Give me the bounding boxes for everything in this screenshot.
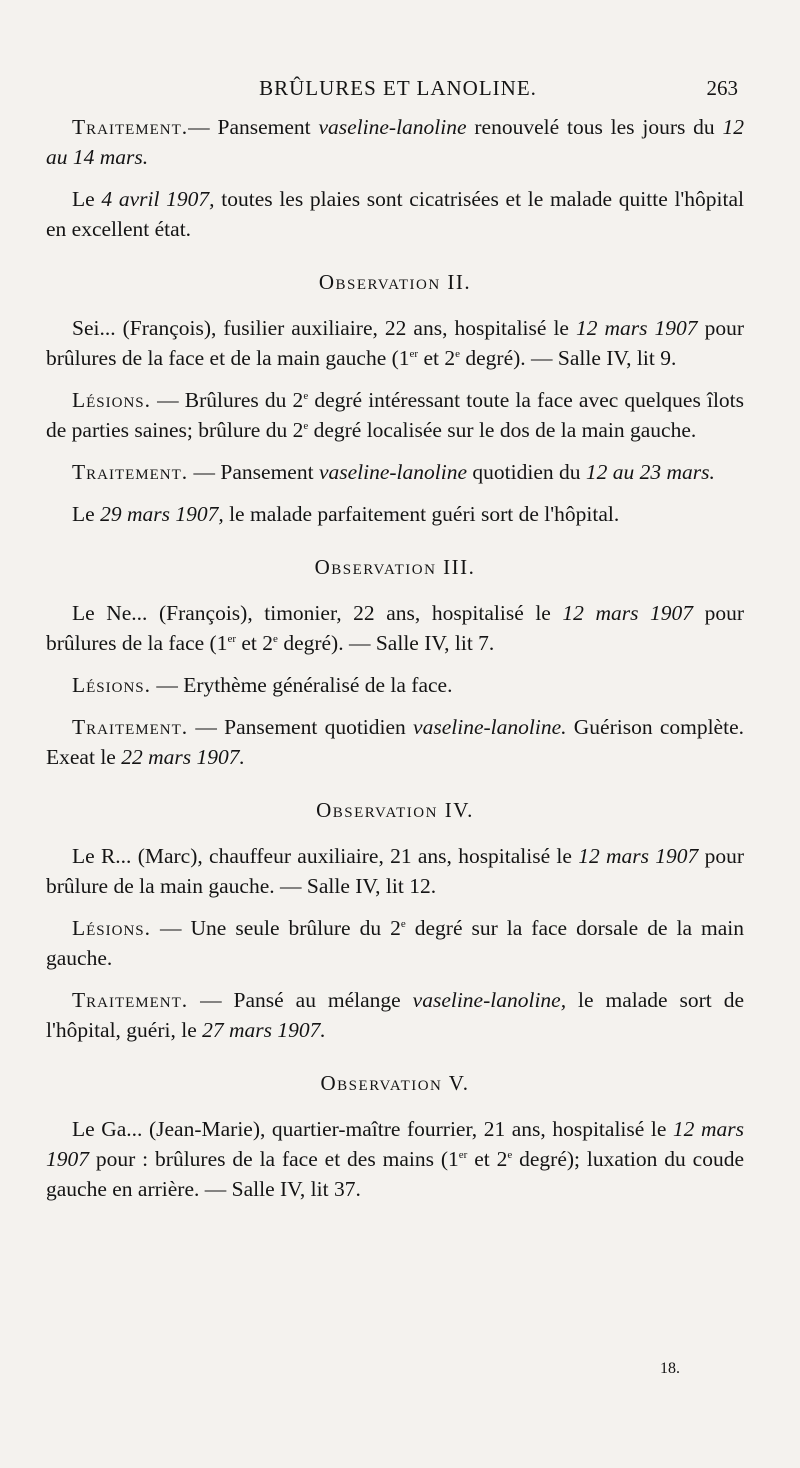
superscript: e [507,1149,513,1161]
paragraph [46,499,744,529]
paragraph [46,313,744,373]
date: 12 mars 1907 [576,316,698,340]
text: le malade sort de l'hôpital, guéri, le [46,988,745,1042]
paragraph [46,457,744,487]
text: pour : brûlures de la face et des mains (1 [89,1147,459,1171]
superscript: e [303,420,309,432]
date: 29 mars 1907, [100,502,224,526]
text: Le R... (Marc), chauffeur auxiliaire, 21 ans, hospitalisé le [72,844,579,868]
body-text [46,112,744,1216]
text: degré intéressant toute la face avec quelques îlots de parties saines; brûlure du 2 [46,388,745,442]
section-heading: Observation IV. [316,798,474,822]
superscript: e [273,633,278,645]
text: — Pansement quotidien [188,715,414,739]
text: degré); luxation du coude gauche en arrière. — Salle IV, lit 37. [46,1147,744,1201]
superscript: e [303,390,309,402]
text: — Une seule brûlure du 2 [151,916,401,940]
paragraph [46,1114,744,1204]
paragraph [46,598,744,658]
text: et 2 [236,631,274,655]
date: 12 mars 1907 [562,601,694,625]
text: toutes les plaies sont cicatrisées et le malade quitte l'hôpital en excellent état. [46,187,745,241]
date: 12 mars 1907 [46,1117,744,1171]
section-label: Lésions. [72,673,152,697]
text: pour brûlures de la face et de la main gauche (1 [46,316,744,370]
section-heading: Observation II. [318,270,472,294]
text: Le [72,187,102,211]
date: 27 mars 1907. [202,1018,326,1042]
paragraph [46,670,744,700]
text: — Pansé au mélange [188,988,413,1012]
section-label: Traitement. [72,460,189,484]
page-number: 263 [706,76,738,100]
text: et 2 [467,1147,508,1171]
text: — Pansement [188,115,319,139]
text: degré sur la face dorsale de la main gauche. [46,916,744,970]
page-header [48,76,748,112]
text: quotidien du [467,460,586,484]
text: et 2 [418,346,456,370]
paragraph [46,841,744,901]
section-label: Traitement. [72,715,189,739]
date: 4 avril 1907, [101,187,215,211]
superscript: e [400,918,406,930]
text: — Brûlures du 2 [151,388,304,412]
paragraph [46,184,744,244]
paragraph [46,712,744,772]
signature-mark: 18. [660,1360,680,1377]
date: 12 au 14 mars. [46,115,744,169]
section-heading: Observation III. [314,555,476,579]
italic-term: vaseline-lanoline, [412,988,567,1012]
date: 12 mars 1907 [578,844,699,868]
date: 22 mars 1907. [121,745,245,769]
section-label: Lésions. [72,916,152,940]
text: — Pansement [188,460,319,484]
superscript: e [455,348,460,360]
paragraph [46,913,744,973]
italic-term: vaseline-lanoline [318,115,467,139]
superscript: er [227,633,237,645]
text: pour brûlure de la main gauche. — Salle IV, lit 12. [46,844,744,898]
text: pour brûlures de la face (1 [46,601,744,655]
section-label: Traitement. [72,988,189,1012]
italic-term: vaseline-lanoline [318,460,468,484]
text: le malade parfaitement guéri sort de l'hôpital. [223,502,620,526]
text: Le [72,502,101,526]
paragraph [46,112,744,172]
superscript: er [458,1149,468,1161]
text: degré). — Salle IV, lit 7. [277,631,495,655]
section-label: Lésions. [72,388,152,412]
paragraph [46,385,744,445]
section-heading: Observation V. [320,1071,470,1095]
text: Le Ne... (François), timonier, 22 ans, hospitalisé le [72,601,563,625]
text: Sei... (François), fusilier auxiliaire, 22 ans, hospitalisé le [72,316,576,340]
text: Guérison complète. Exeat le [46,715,744,769]
text: Le Ga... (Jean-Marie), quartier-maître fourrier, 21 ans, hospitalisé le [72,1117,673,1141]
text: degré localisée sur le dos de la main gauche. [308,418,697,442]
paragraph [46,985,744,1045]
date: 12 au 23 mars. [585,460,715,484]
running-title: BRÛLURES ET LANOLINE. [259,76,537,100]
section-label: Traitement. [72,115,189,139]
italic-term: vaseline-lanoline. [413,715,567,739]
text: — Erythème généralisé de la face. [151,673,453,697]
text: degré). — Salle IV, lit 9. [460,346,677,370]
superscript: er [409,348,419,360]
text: renouvelé tous les jours du [466,115,723,139]
